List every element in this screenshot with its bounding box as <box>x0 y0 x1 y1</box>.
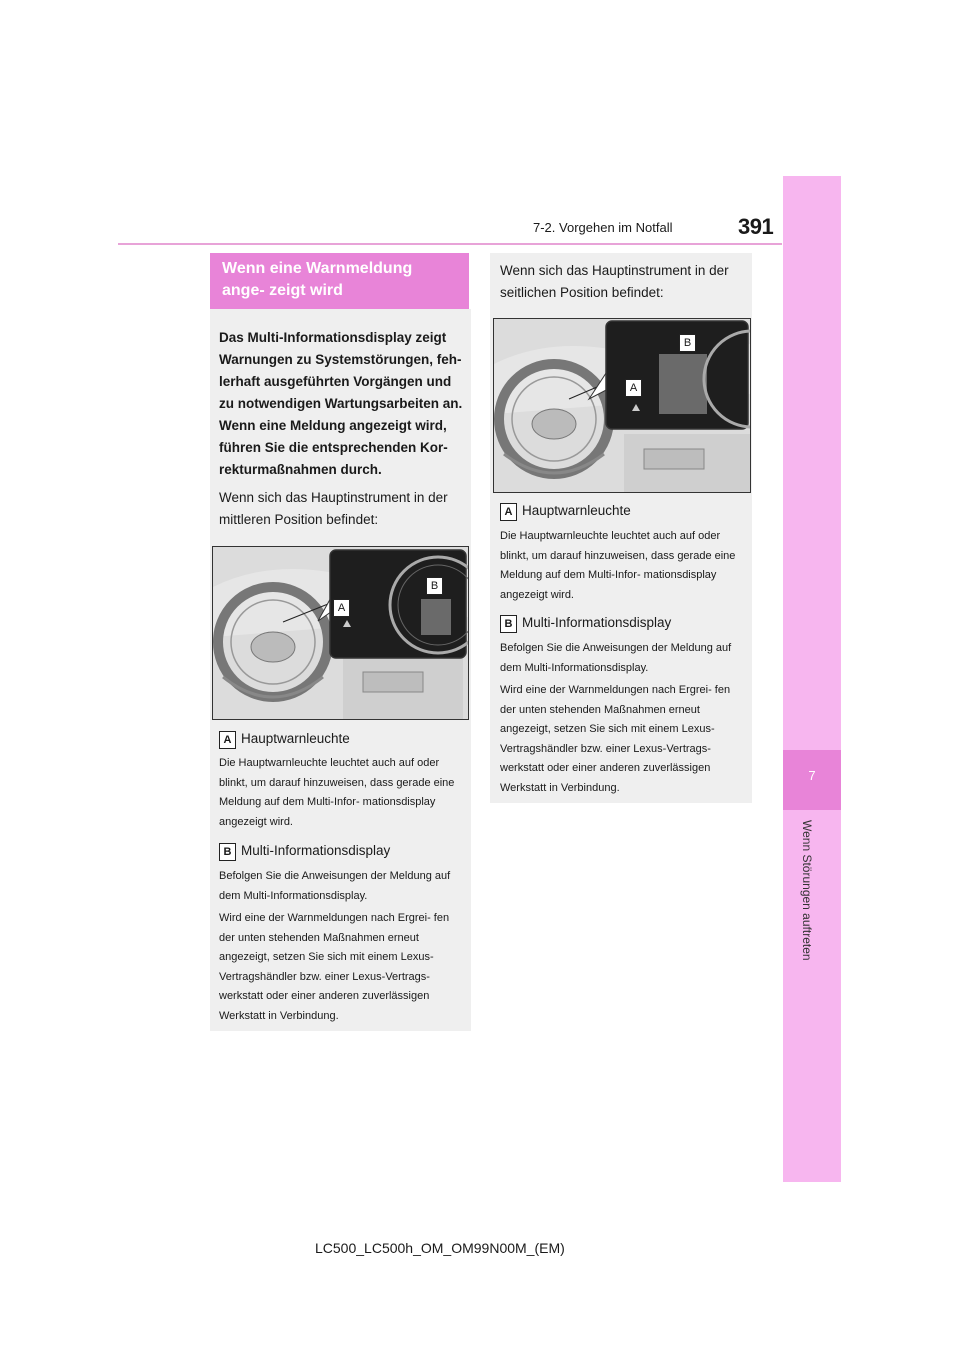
document-code: LC500_LC500h_OM_OM99N00M_(EM) <box>315 1240 565 1256</box>
dashboard-figure-center <box>212 546 469 720</box>
section-heading: Wenn eine Warnmeldung ange- zeigt wird <box>210 253 469 309</box>
figure-callout-b: B <box>426 577 443 595</box>
section-title: 7-2. Vorgehen im Notfall <box>533 220 673 235</box>
item-label-hauptwarnleuchte: Hauptwarnleuchte <box>522 503 631 518</box>
header-rule <box>118 243 782 245</box>
badge-a: A <box>219 731 236 749</box>
badge-a: A <box>500 503 517 521</box>
item-label-multi-info: Multi-Informationsdisplay <box>522 615 672 630</box>
item-desc-a: Die Hauptwarnleuchte leuchtet auch auf oder blinkt, um darauf hinzuweisen, dass gerade eine Meldung auf dem Multi-Infor- mationsdisplay angezeigt wird. <box>219 757 455 828</box>
figure-callout-a: A <box>625 379 642 397</box>
position-text: Wenn sich das Hauptinstrument in der mittleren Position befindet: <box>219 490 448 527</box>
chapter-title: Wenn Störungen auftreten <box>800 820 814 961</box>
item-label-multi-info: Multi-Informationsdisplay <box>241 843 391 858</box>
item-desc-b2: Wird eine der Warnmeldungen nach Ergrei- fen der unten stehenden Maßnahmen erneut angezeigt, setzen Sie sich mit einem Lexus- Vertragshändler bzw. einer Lexus-Vertrags- werkstatt oder einer anderen zuverlässigen Werkstatt in Verbindung. <box>500 684 731 794</box>
item-desc-b1: Befolgen Sie die Anweisungen der Meldung auf dem Multi-Informationsdisplay. <box>219 870 451 902</box>
figure-callout-a: A <box>333 599 350 617</box>
badge-b: B <box>500 615 517 633</box>
intro-text: Das Multi-Informationsdisplay zeigt Warnungen zu Systemstörungen, feh- lerhaft ausgeführten Vorgängen und zu notwendigen Wartungsarbeiten an. Wenn eine Meldung angezeigt wird, führen Sie die entsprechenden Kor- rekturmaßnahmen durch. <box>219 330 463 477</box>
item-desc-b2: Wird eine der Warnmeldungen nach Ergrei- fen der unten stehenden Maßnahmen erneut angezeigt, setzen Sie sich mit einem Lexus- Vertragshändler bzw. einer Lexus-Vertrags- werkstatt oder einer anderen zuverlässigen Werkstatt in Verbindung. <box>219 912 450 1022</box>
figure-callout-b: B <box>679 334 696 352</box>
dashboard-figure-side <box>493 318 751 493</box>
page-number: 391 <box>738 214 774 239</box>
badge-b: B <box>219 843 236 861</box>
position-text-side: Wenn sich das Hauptinstrument in der seitlichen Position befindet: <box>500 263 729 300</box>
item-label-hauptwarnleuchte: Hauptwarnleuchte <box>241 731 350 746</box>
chapter-tab-strip <box>783 176 841 1182</box>
item-desc-b1: Befolgen Sie die Anweisungen der Meldung auf dem Multi-Informationsdisplay. <box>500 642 732 674</box>
chapter-number: 7 <box>808 768 816 783</box>
item-desc-a: Die Hauptwarnleuchte leuchtet auch auf oder blinkt, um darauf hinzuweisen, dass gerade eine Meldung auf dem Multi-Infor- mationsdisplay angezeigt wird. <box>500 530 736 601</box>
